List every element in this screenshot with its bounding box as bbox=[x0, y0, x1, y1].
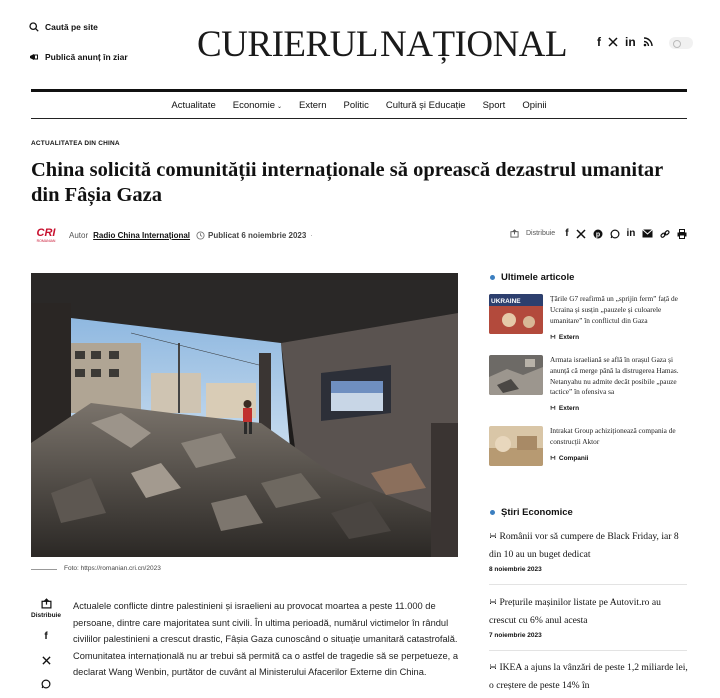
latest-post[interactable] bbox=[489, 294, 689, 356]
econ-news-item[interactable] bbox=[489, 528, 689, 573]
share-x-icon[interactable] bbox=[576, 229, 586, 239]
post-title[interactable]: Țările G7 reafirmă un „sprijin ferm” față de Ucraina și susțin „pauzele și culoarele umanitare” în conflictul din Gaza bbox=[550, 294, 678, 325]
rss-icon: ∺ bbox=[489, 662, 500, 673]
cri-logo-subtext: ROMANIAN bbox=[36, 238, 56, 243]
econ-divider bbox=[489, 584, 687, 585]
post-title[interactable]: Armata israeliană se află în orașul Gaza și anunță că merge până la distrugerea Hamas. Netanyahu nu admite decât posibile „pauze tactice” în ofensiva sa bbox=[550, 355, 679, 397]
rss-icon: ∺ bbox=[489, 531, 500, 542]
article-hero-image bbox=[31, 273, 458, 557]
econ-heading-label: Știri Economice bbox=[501, 507, 573, 518]
share-icon bbox=[41, 598, 52, 609]
heading-bullet-icon bbox=[490, 275, 495, 280]
rss-icon: ∺ bbox=[489, 597, 500, 608]
share-print-icon[interactable] bbox=[677, 229, 687, 239]
nav-item-economie-label: Economie bbox=[232, 99, 276, 111]
share-pinterest-icon[interactable] bbox=[593, 229, 603, 239]
social-links bbox=[597, 35, 653, 49]
header-utility-links bbox=[29, 20, 128, 80]
linkedin-icon[interactable]: in bbox=[625, 35, 636, 49]
econ-divider bbox=[489, 650, 687, 651]
post-category-label: Companii bbox=[558, 454, 589, 462]
rss-icon[interactable] bbox=[643, 37, 653, 47]
share-bar bbox=[510, 228, 687, 239]
publish-ad-link[interactable] bbox=[29, 50, 128, 64]
latest-post[interactable] bbox=[489, 355, 689, 417]
share-email-icon[interactable] bbox=[642, 229, 653, 238]
author-link[interactable]: Radio China Internațional bbox=[93, 230, 191, 240]
facebook-icon[interactable]: f bbox=[597, 35, 601, 49]
chevron-down-icon: ⌄ bbox=[277, 103, 283, 110]
share-linkedin-icon[interactable]: in bbox=[626, 228, 636, 239]
econ-news-title-text: Prețurile mașinilor listate pe Autovit.ro au crescut cu 6% anul acesta bbox=[489, 597, 661, 626]
econ-news-title-text: Românii vor să cumpere de Black Friday, iar 8 din 10 au un buget dedicat bbox=[489, 531, 679, 560]
logo-text-left: CURIERUL bbox=[197, 24, 378, 65]
share-label: Distribuie bbox=[526, 230, 556, 237]
caption-rule bbox=[31, 569, 57, 570]
econ-news-title-text: IKEA a ajuns la vânzări de peste 1,2 miliarde lei, o creștere de peste 14% în bbox=[489, 662, 688, 691]
econ-news-heading bbox=[490, 507, 573, 518]
vertical-share-bar bbox=[31, 598, 61, 698]
main-nav bbox=[31, 92, 687, 118]
post-thumbnail[interactable] bbox=[489, 294, 543, 334]
site-logo[interactable] bbox=[197, 22, 568, 68]
article-body-paragraph: Actualele conflicte dintre palestinieni și israelieni au provocat moartea a peste 11.000 de persoane, dintre care majoritatea sunt civili. În ultima perioadă, numărul victimelor în rândul civililor palestinieni a crescut drastic, Fâșia Gaza cunoscând o situație umanitară catastrofală. Comunitatea internațională nu ar trebui să permită ca o astfel de tragedie să se perpetueze, a declarat Wang Wenbin, purtător de cuvânt al Ministerului Afacerilor Externe din China. bbox=[73, 601, 459, 678]
post-title[interactable]: Intrakat Group achiziționează compania de construcții Aktor bbox=[550, 426, 676, 446]
post-category-label: Extern bbox=[558, 404, 580, 412]
nav-item-sport[interactable]: Sport bbox=[482, 99, 506, 111]
econ-news-title[interactable] bbox=[489, 528, 689, 563]
heading-bullet-icon bbox=[490, 510, 495, 515]
nav-bottom-rule bbox=[31, 118, 687, 119]
rss-icon: ∺ bbox=[550, 405, 556, 412]
nav-item-opinii[interactable]: Opinii bbox=[522, 99, 547, 111]
share-copy-link-icon[interactable] bbox=[660, 229, 670, 239]
post-category[interactable] bbox=[550, 404, 579, 412]
post-category-label: Extern bbox=[558, 333, 580, 341]
post-thumbnail[interactable] bbox=[489, 426, 543, 466]
logo-text-right: NAȚIONAL bbox=[380, 24, 568, 65]
share-facebook-icon[interactable]: f bbox=[565, 228, 569, 239]
svg-text:p: p bbox=[595, 231, 600, 238]
nav-item-actualitate[interactable]: Actualitate bbox=[171, 99, 216, 111]
post-thumbnail[interactable] bbox=[489, 355, 543, 395]
clock-icon bbox=[196, 231, 205, 240]
latest-articles-heading bbox=[490, 272, 574, 283]
econ-news-title[interactable] bbox=[489, 594, 689, 629]
nav-item-extern[interactable]: Extern bbox=[299, 99, 327, 111]
vertical-share-facebook-icon[interactable]: f bbox=[44, 631, 48, 642]
share-whatsapp-icon[interactable] bbox=[610, 229, 620, 239]
megaphone-icon bbox=[29, 52, 39, 62]
publish-date: Publicat 6 noiembrie 2023 bbox=[208, 230, 307, 240]
cri-logo-text: CRI bbox=[36, 226, 56, 239]
meta-separator: · bbox=[310, 230, 313, 240]
latest-post[interactable] bbox=[489, 426, 689, 488]
econ-news-date: 7 noiembrie 2023 bbox=[489, 632, 542, 639]
article-headline: China solicită comunității internaționale să oprească dezastrul umanitar din Fâșia Gaza bbox=[31, 159, 663, 206]
post-category[interactable] bbox=[550, 333, 579, 341]
article-meta bbox=[31, 226, 317, 244]
search-link-label: Caută pe site bbox=[45, 22, 98, 32]
nav-item-politic[interactable]: Politic bbox=[343, 99, 369, 111]
rss-icon: ∺ bbox=[550, 455, 556, 462]
x-twitter-icon[interactable] bbox=[608, 37, 618, 47]
publish-ad-label: Publică anunț în ziar bbox=[45, 52, 128, 62]
vertical-share-whatsapp-icon[interactable] bbox=[41, 679, 51, 689]
search-link[interactable] bbox=[29, 20, 128, 34]
econ-news-item[interactable] bbox=[489, 594, 689, 639]
latest-heading-label: Ultimele articole bbox=[501, 272, 575, 283]
post-category[interactable] bbox=[550, 454, 589, 462]
econ-news-title[interactable] bbox=[489, 659, 689, 694]
vertical-share-label: Distribuie bbox=[31, 612, 61, 619]
search-icon bbox=[29, 22, 39, 32]
thumb-label: UKRAINE bbox=[491, 298, 521, 305]
author-logo[interactable] bbox=[31, 227, 61, 243]
nav-item-economie[interactable] bbox=[233, 100, 282, 111]
vertical-share-x-icon[interactable] bbox=[42, 656, 51, 665]
nav-item-cultura[interactable]: Cultură și Educație bbox=[385, 99, 466, 111]
econ-news-item[interactable] bbox=[489, 659, 689, 694]
author-label: Autor bbox=[69, 230, 89, 240]
site-header bbox=[0, 0, 720, 88]
article-category[interactable]: ACTUALITATEA DIN CHINA bbox=[31, 140, 120, 147]
rss-icon: ∺ bbox=[550, 334, 556, 341]
share-icon bbox=[510, 229, 519, 238]
dark-mode-toggle[interactable] bbox=[669, 37, 693, 49]
image-caption: Foto: https://romanian.cri.cn/2023 bbox=[64, 565, 161, 572]
econ-news-date: 8 noiembrie 2023 bbox=[489, 566, 542, 573]
